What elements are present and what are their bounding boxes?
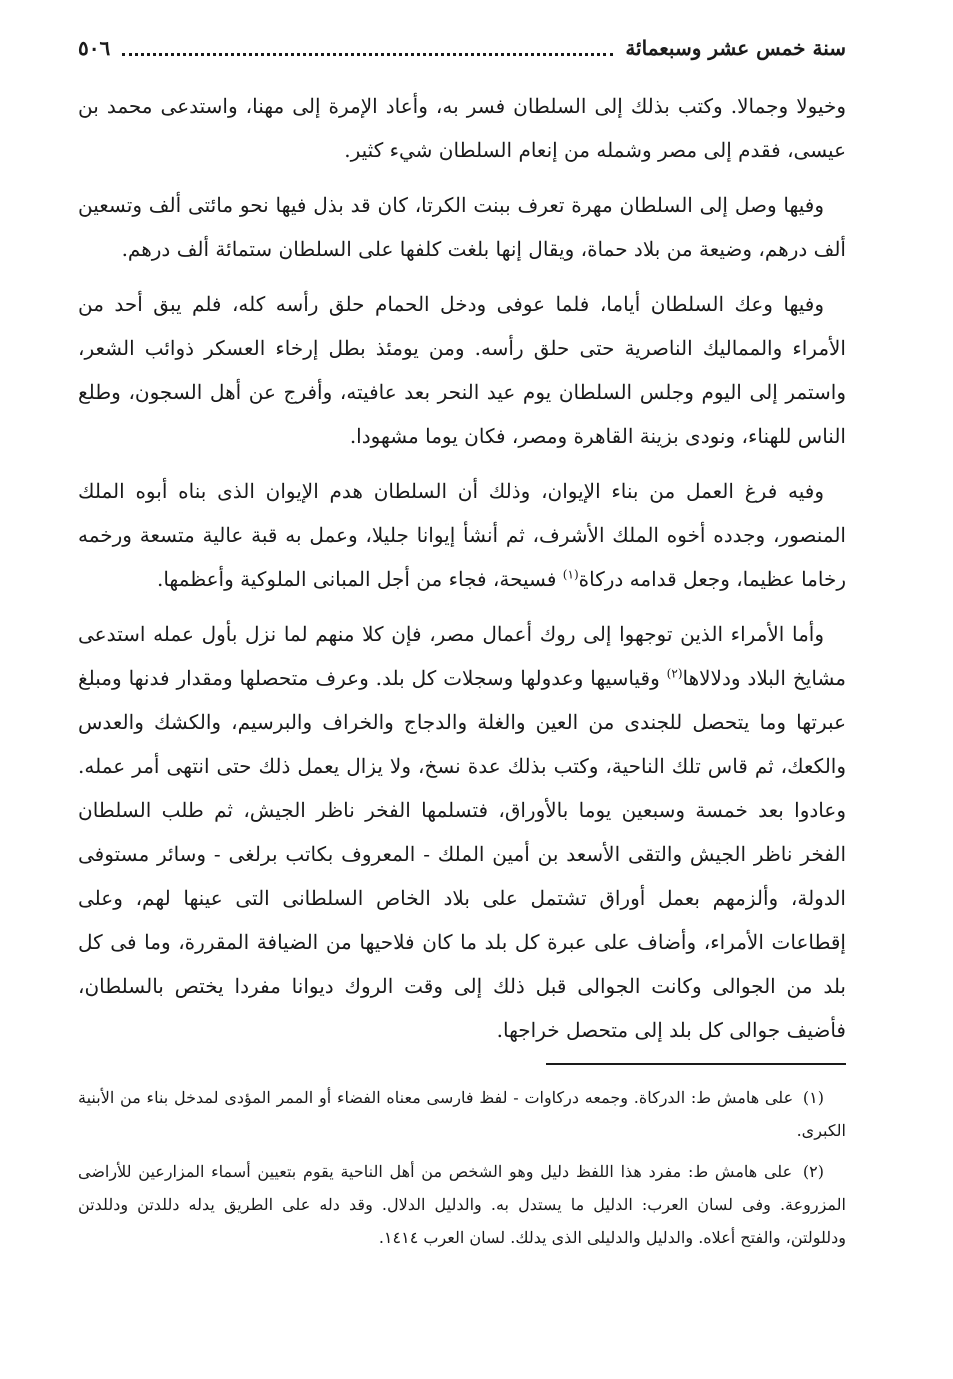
paragraph-text: وفيها وصل إلى السلطان مهرة تعرف ببنت الكرتا، كان قد بذل فيها نحو مائتى ألف وتسعين ألف درهم، وضيعة من بلاد حماة، ويقال إنها بلغت كلفها على السلطان ستمائة ألف درهم. [78, 193, 846, 261]
paragraph-5 [78, 612, 846, 1052]
header-dot-leader [122, 41, 613, 56]
paragraph-4 [78, 469, 846, 601]
paragraph-text-before: وأما الأمراء الذين توجهوا إلى روك أعمال مصر، فإن كلا منهم لما نزل بأول عمله استدعى مشايخ البلاد ودلالاها [78, 622, 846, 690]
paragraph-2 [78, 183, 846, 271]
book-page [78, 30, 846, 1262]
footnote-separator [546, 1063, 846, 1065]
footnote-1 [78, 1081, 846, 1147]
footnote-text: على هامش ط: مفرد هذا اللفظ دليل وهو الشخص من أهل الناحية يقوم بتعيين أسماء المزارعين للأراضى المزروعة. وفى لسان العرب: الدليل ما يستدل به. والدليل الدلال. وقد دله على الطريق يدله دللدتن ودللدتن ودللولتن، والفتح أعلاه. والدليل والدليلى الذى يدلك. لسان العرب ١٤١٤. [78, 1162, 846, 1247]
footnote-reference-1[interactable]: (١) [562, 567, 579, 582]
footnote-2 [78, 1155, 846, 1254]
running-title: سنة خمس عشر وسبعمائة [625, 36, 846, 60]
paragraph-text-after: وقياسيها وعدولها وسجلات كل بلد. وعرف متحصلها ومقدار فدنها ومبلغ عبرتها وما يتحصل للجندى من العين والغلة والدجاج والخراف والبرسيم، والكشك والعدس والكعك، ثم قاس تلك الناحية، وكتب بذلك عدة نسخ، ولا يزال يعمل ذلك حتى انتهى أمر عمله. وعادوا بعد خمسة وسبعين يوما بالأوراق، فتسلمها الفخر ناظر الجيش، ثم طلب السلطان الفخر ناظر الجيش والتقى الأسعد بن أمين الملك - المعروف بكاتب برلغى - وسائر مستوفى الدولة، وألزمهم بعمل أوراق تشتمل على بلاد الخاص السلطانى التى عينها لهم، وعلى إقطاعات الأمراء، وأضاف على عبرة كل بلد ما كان فلاحيها من الضيافة المقررة، وما فى كل بلد من الجوالى وكانت الجوالى قبل ذلك إلى وقت الروك ديوانا مفردا يختص بالسلطان، فأضيف جوالى كل بلد إلى متحصل خراجها. [78, 666, 847, 1042]
page-header [78, 30, 846, 66]
paragraph-text: وخيولا وجمالا. وكتب بذلك إلى السلطان فسر به، وأعاد الإمرة إلى مهنا، واستدعى محمد بن عيسى، فقدم إلى مصر وشمله من إنعام السلطان شيء كثير. [78, 94, 846, 162]
page-number: ٥٠٦ [78, 36, 111, 60]
footnote-number: (١) [802, 1088, 824, 1107]
paragraph-1 [78, 84, 846, 172]
main-text [78, 84, 846, 1052]
footnotes [78, 1081, 846, 1254]
paragraph-text: وفيها وعك السلطان أياما، فلما عوفى ودخل الحمام حلق رأسه كله، فلم يبق أحد من الأمراء والمماليك الناصرية حتى حلق رأسه. ومن يومئذ بطل إرخاء العسكر ذوائب الشعر، واستمر إلى اليوم وجلس السلطان يوم عيد النحر بعد عافيته، وأفرج عن أهل السجون، وطلع الناس للهناء، ونودى بزينة القاهرة ومصر، فكان يوما مشهودا. [78, 292, 846, 448]
paragraph-text-before: وفيه فرغ العمل من بناء الإيوان، وذلك أن السلطان هدم الإيوان الذى بناه أبوه الملك المنصور، وجدده أخوه الملك الأشرف، ثم أنشأ إيوانا جليلا، وعمل به قبة عالية متسعة ورخمه رخاما عظيما، وجعل قدامه دركاة [78, 479, 846, 591]
footnote-text: على هامش ط: الدركاة. وجمعه دركاوات - لفظ فارسى معناه الفضاء أو الممر المؤدى لمدخل بناء من الأبنية الكبرى. [78, 1088, 846, 1140]
paragraph-text-after: فسيحة، فجاء من أجل المبانى الملوكية وأعظمها. [156, 567, 563, 591]
footnote-reference-2[interactable]: (٢) [666, 666, 683, 681]
paragraph-3 [78, 282, 846, 458]
footnote-number: (٢) [802, 1162, 825, 1181]
